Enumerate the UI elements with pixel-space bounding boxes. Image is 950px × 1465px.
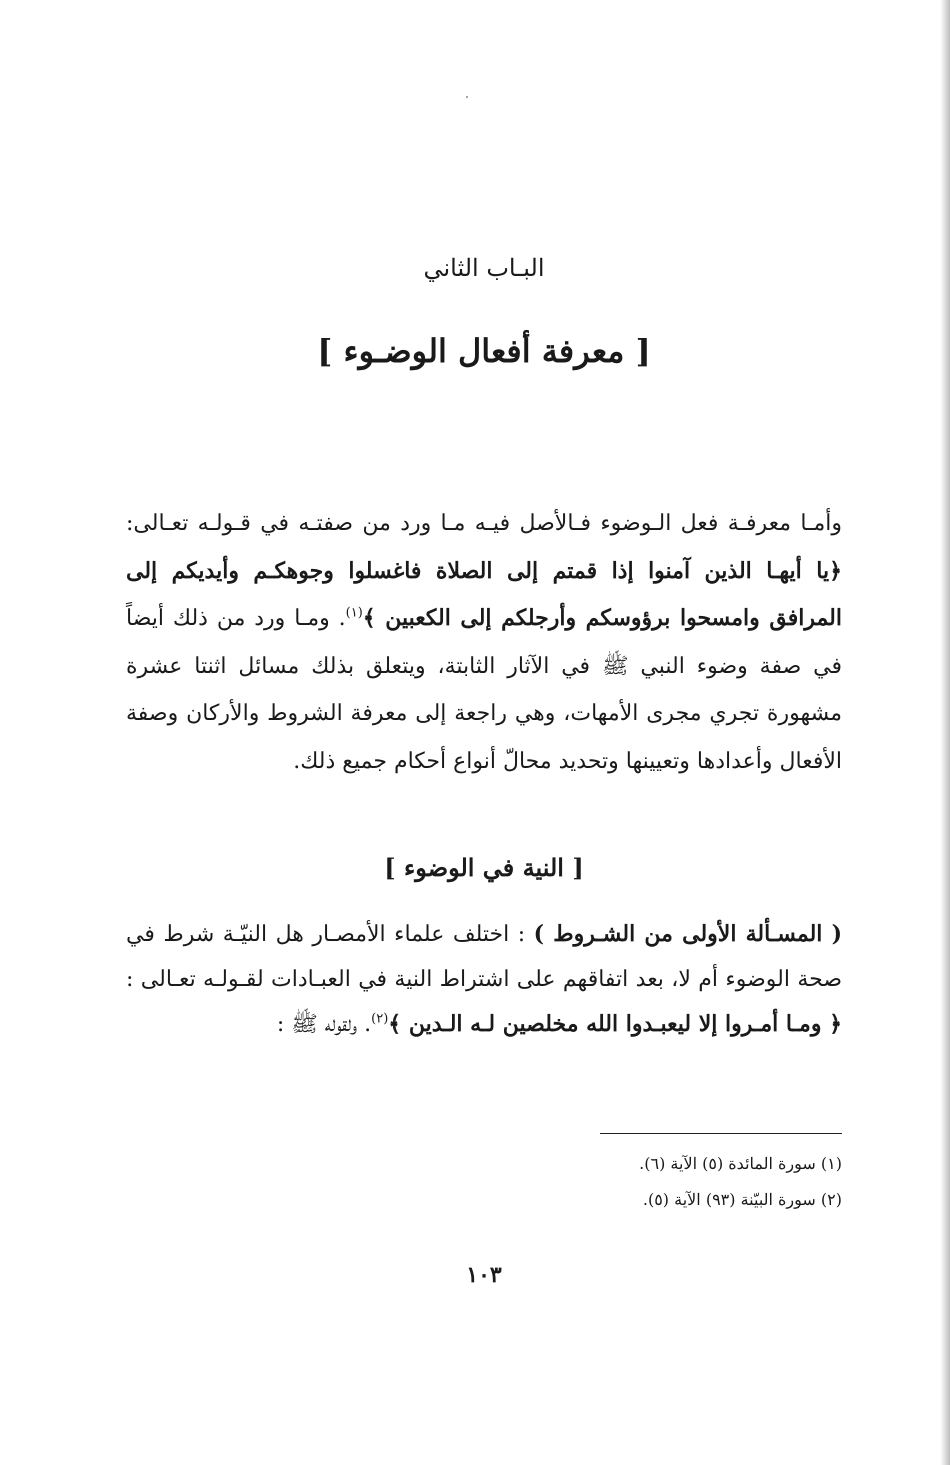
scan-page-edge bbox=[940, 0, 950, 1465]
intro-text-part-2: . ومـا ورد من ذلك أيضاً في صفة وضوء النبي ﷺ في الآثار الثابتة، ويتعلق بذلك مسائل اثنتا عشرة مشهورة تجري مجرى الأمهات، وهي راجعة إلى معرفة الشروط والأركان وصفة الأفعال وأعدادها وتعيينها وتحديد محالّ أنواع أحكام جميع ذلك. bbox=[126, 606, 842, 774]
intro-paragraph bbox=[126, 500, 842, 785]
section-title-niyya: [ النية في الوضوء ] bbox=[384, 853, 584, 882]
niyya-text-part-1: : اختلف علماء الأمصـار هل النيّـة شرط في صحة الوضوء أم لا، بعد اتفاقهم على اشتراط النية في العبـادات لقـولـه تعـالى : bbox=[126, 922, 843, 992]
intro-text-part-1: وأمـا معرفـة فعل الـوضوء فـالأصل فيـه مـا ورد من صفتـه في قـولـه تعـالى: bbox=[126, 511, 842, 536]
niyya-paragraph bbox=[126, 912, 842, 1047]
book-page bbox=[126, 0, 842, 1465]
footnote-ref-2: (٢) bbox=[371, 1011, 389, 1027]
footnote-2: (٢) سورة البيّنة (٩٣) الآية (٥). bbox=[642, 1190, 842, 1209]
niyya-text-part-2: . ولقوله ﷺ : bbox=[276, 1012, 372, 1037]
chapter-title: [ معرفة أفعال الوضـوء ] bbox=[317, 332, 651, 370]
footnote-1: (١) سورة المائدة (٥) الآية (٦). bbox=[639, 1154, 842, 1173]
page-number: ١٠٣ bbox=[466, 1262, 502, 1288]
quran-verse-bayyina: ﴿ ومـا أمـروا إلا ليعبـدوا الله مخلصين لـه الـدين ﴾ bbox=[388, 1011, 842, 1037]
question-label: ( المسـألة الأولى من الشـروط ) bbox=[533, 921, 842, 947]
chapter-label: البـاب الثاني bbox=[423, 254, 545, 282]
quran-verse-maidah: ﴿يا أيهـا الذين آمنوا إذا قمتم إلى الصلاة فاغسلوا وجوهكـم وأيديكم إلى المرافق وامسحوا برؤوسكم وأرجلكم إلى الكعبين ﴾ bbox=[126, 557, 843, 631]
footnote-divider bbox=[600, 1133, 842, 1134]
footnote-ref-1: (١) bbox=[345, 605, 363, 621]
